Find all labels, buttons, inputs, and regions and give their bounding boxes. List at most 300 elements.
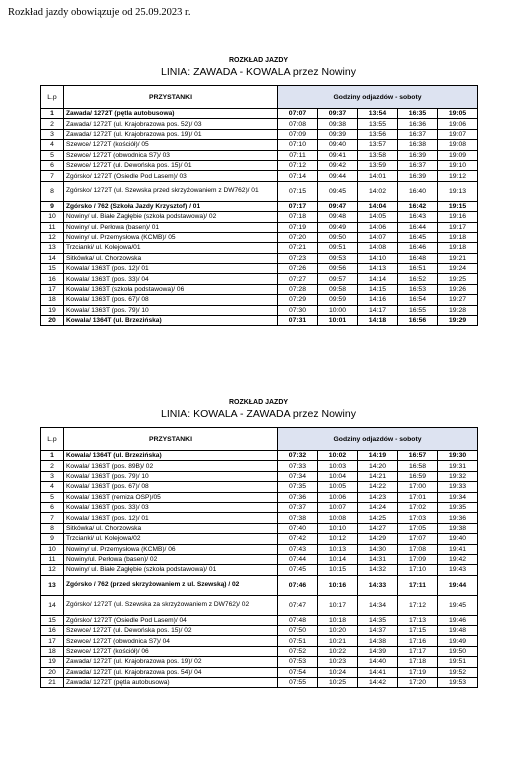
table-row [41, 565, 478, 575]
row-number: 11 [41, 222, 64, 232]
stop-name: Kowala/ 1363T (pos. 67)/ 08 [64, 482, 278, 492]
departure-time: 14:27 [358, 523, 398, 533]
departure-time: 19:12 [438, 171, 478, 181]
row-number: 3 [41, 129, 64, 139]
departure-time: 16:45 [398, 232, 438, 242]
row-number: 6 [41, 160, 64, 170]
departure-time: 17:08 [398, 544, 438, 554]
departure-time: 07:51 [278, 636, 318, 646]
row-number: 14 [41, 253, 64, 263]
departure-time: 19:40 [438, 534, 478, 544]
departure-time: 19:44 [438, 575, 478, 595]
departure-time: 19:51 [438, 657, 478, 667]
departure-time: 09:39 [318, 129, 358, 139]
schedule-table [40, 427, 478, 688]
departure-time: 16:46 [398, 243, 438, 253]
timetable-kowala-zawada [40, 398, 477, 688]
table-row [41, 657, 478, 667]
stop-name: Zawada/ 1272T (pętla autobusowa) [64, 109, 278, 119]
departure-time: 07:08 [278, 119, 318, 129]
table-row [41, 274, 478, 284]
row-number: 17 [41, 636, 64, 646]
departure-time: 16:37 [398, 129, 438, 139]
table-row [41, 678, 478, 688]
departure-time: 17:15 [398, 626, 438, 636]
line-title [40, 65, 477, 79]
departure-time: 14:42 [358, 678, 398, 688]
departure-time: 07:27 [278, 274, 318, 284]
stop-name: Zgórsko / 762 (Szkoła Jazdy Krzysztof) / 01 [64, 201, 278, 211]
departure-time: 19:16 [438, 212, 478, 222]
departure-time: 07:50 [278, 626, 318, 636]
row-number: 19 [41, 657, 64, 667]
departure-time: 09:42 [318, 160, 358, 170]
departure-time: 09:50 [318, 232, 358, 242]
departure-time: 07:33 [278, 461, 318, 471]
departure-time: 16:54 [398, 295, 438, 305]
table-row [41, 305, 478, 315]
stop-name: Zgórsko / 762 (przed skrzyżowaniem z ul. Szewską) / 02 [64, 575, 278, 595]
departure-time: 19:31 [438, 461, 478, 471]
departure-time: 16:36 [398, 119, 438, 129]
stop-name: Zgórsko/ 1272T (ul. Szewska za skrzyżowaniem z DW762)/ 02 [64, 595, 278, 615]
departure-time: 17:12 [398, 595, 438, 615]
stop-name: Nowiny/ ul. Przemysłowa (KCMB)/ 06 [64, 544, 278, 554]
stop-name: Kowala/ 1363T (pos. 12)/ 01 [64, 264, 278, 274]
departure-time: 19:18 [438, 232, 478, 242]
lp-header: L.p [41, 86, 64, 109]
departure-time: 16:58 [398, 461, 438, 471]
departure-time: 14:17 [358, 305, 398, 315]
row-number: 6 [41, 502, 64, 512]
departure-time: 10:21 [318, 636, 358, 646]
departure-time: 19:50 [438, 646, 478, 656]
departure-time: 17:17 [398, 646, 438, 656]
departure-time: 14:05 [358, 212, 398, 222]
stop-name: Trzcianki/ ul. Kolejowa/02 [64, 534, 278, 544]
departure-time: 14:35 [358, 615, 398, 625]
departure-time: 16:56 [398, 316, 438, 326]
departure-time: 10:22 [318, 646, 358, 656]
table-row [41, 264, 478, 274]
departure-time: 17:18 [398, 657, 438, 667]
departure-time: 19:35 [438, 502, 478, 512]
departure-time: 07:12 [278, 160, 318, 170]
stop-name: Zgórsko/ 1272T (Osiedle Pod Lasem)/ 03 [64, 171, 278, 181]
stop-name: Kowala/ 1363T (pos. 33)/ 03 [64, 502, 278, 512]
table-row [41, 253, 478, 263]
table-row [41, 201, 478, 211]
stop-name: Zgórsko/ 1272T (Osiedle Pod Lasem)/ 04 [64, 615, 278, 625]
stop-name: Sitkówka/ ul. Chorzowska [64, 523, 278, 533]
departure-time: 16:42 [398, 201, 438, 211]
table-row [41, 626, 478, 636]
departure-time: 14:33 [358, 575, 398, 595]
row-number: 18 [41, 295, 64, 305]
departure-time: 19:52 [438, 667, 478, 677]
departure-time: 09:59 [318, 295, 358, 305]
departure-time: 07:48 [278, 615, 318, 625]
row-number: 8 [41, 181, 64, 201]
departure-time: 14:30 [358, 544, 398, 554]
departure-time: 10:08 [318, 513, 358, 523]
departure-time: 19:08 [438, 140, 478, 150]
departure-time: 10:07 [318, 502, 358, 512]
departure-time: 14:02 [358, 181, 398, 201]
row-number: 12 [41, 232, 64, 242]
departure-time: 16:52 [398, 274, 438, 284]
departure-time: 17:09 [398, 554, 438, 564]
table-row [41, 492, 478, 502]
departure-time: 19:17 [438, 222, 478, 232]
departure-time: 19:46 [438, 615, 478, 625]
stop-name: Szewce/ 1272T (ul. Dewońska pos. 15)/ 01 [64, 160, 278, 170]
departure-time: 07:55 [278, 678, 318, 688]
departure-time: 10:04 [318, 471, 358, 481]
departure-time: 19:41 [438, 544, 478, 554]
departure-time: 10:18 [318, 615, 358, 625]
stop-name: Zawada/ 1272T (ul. Krajobrazowa pos. 52)/ 03 [64, 119, 278, 129]
row-number: 21 [41, 678, 64, 688]
departure-time: 17:00 [398, 482, 438, 492]
departure-time: 19:48 [438, 626, 478, 636]
departure-time: 09:58 [318, 284, 358, 294]
stop-name: Szewce/ 1272T (kościół)/ 05 [64, 140, 278, 150]
departure-time: 10:12 [318, 534, 358, 544]
stop-name: Nowiny/ ul. Perłowa (basen)/ 01 [64, 222, 278, 232]
departure-time: 10:05 [318, 482, 358, 492]
table-row [41, 181, 478, 201]
departure-time: 14:32 [358, 565, 398, 575]
departure-time: 17:03 [398, 513, 438, 523]
departure-time: 16:48 [398, 253, 438, 263]
departure-time: 14:21 [358, 471, 398, 481]
departure-times-header: Godziny odjazdów - soboty [278, 86, 478, 109]
departure-time: 10:14 [318, 554, 358, 564]
row-number: 14 [41, 595, 64, 615]
stop-name: Kowala/ 1363T (pos. 89B)/ 02 [64, 461, 278, 471]
stop-name: Nowiny/ ul. Białe Zagłębie (szkoła podstawowa)/ 01 [64, 565, 278, 575]
stop-name: Kowala/ 1364T (ul. Brzezińska) [64, 451, 278, 461]
departure-time: 07:53 [278, 657, 318, 667]
line-title-suffix: przez Nowiny [290, 66, 356, 78]
timetable-caption: ROZKŁAD JAZDY [228, 57, 289, 64]
departure-time: 16:44 [398, 222, 438, 232]
departure-time: 10:24 [318, 667, 358, 677]
departure-time: 17:20 [398, 678, 438, 688]
table-row [41, 534, 478, 544]
departure-time: 10:25 [318, 678, 358, 688]
timetable-zawada-kowala [40, 56, 477, 326]
departure-time: 19:05 [438, 109, 478, 119]
stop-name: Zawada/ 1272T (ul. Krajobrazowa pos. 19)/ 02 [64, 657, 278, 667]
departure-time: 14:19 [358, 451, 398, 461]
table-row [41, 636, 478, 646]
departure-time: 10:00 [318, 305, 358, 315]
departure-time: 17:13 [398, 615, 438, 625]
row-number: 17 [41, 284, 64, 294]
table-header [41, 428, 478, 451]
departure-time: 07:44 [278, 554, 318, 564]
row-number: 3 [41, 471, 64, 481]
departure-time: 16:38 [398, 140, 438, 150]
departure-time: 07:26 [278, 264, 318, 274]
row-number: 5 [41, 492, 64, 502]
row-number: 15 [41, 615, 64, 625]
line-title-main: LINIA: ZAWADA - KOWALA [161, 66, 290, 78]
row-number: 5 [41, 150, 64, 160]
departure-time: 19:07 [438, 129, 478, 139]
departure-time: 16:55 [398, 305, 438, 315]
stop-name: Kowala/ 1363T (pos. 79)/ 10 [64, 305, 278, 315]
validity-notice: Rozkład jazdy obowiązuje od 25.09.2023 r. [8, 7, 191, 18]
stop-name: Szewce/ 1272T (kościół)/ 06 [64, 646, 278, 656]
departure-time: 07:45 [278, 565, 318, 575]
table-row [41, 575, 478, 595]
line-title-suffix: przez Nowiny [290, 408, 356, 420]
table-row [41, 232, 478, 242]
departure-time: 19:25 [438, 274, 478, 284]
departure-time: 10:10 [318, 523, 358, 533]
stop-name: Kowala/ 1363T (pos. 79)/ 10 [64, 471, 278, 481]
departure-time: 19:30 [438, 451, 478, 461]
departure-time: 17:11 [398, 575, 438, 595]
row-number: 2 [41, 461, 64, 471]
departure-time: 09:48 [318, 212, 358, 222]
departure-time: 14:25 [358, 513, 398, 523]
row-number: 16 [41, 274, 64, 284]
departure-time: 19:38 [438, 523, 478, 533]
row-number: 16 [41, 626, 64, 636]
departure-time: 19:21 [438, 253, 478, 263]
stop-name: Nowiny/ ul. Przemysłowa (KCMB)/ 05 [64, 232, 278, 242]
departure-time: 07:43 [278, 544, 318, 554]
departure-time: 14:13 [358, 264, 398, 274]
departure-time: 16:39 [398, 171, 438, 181]
stop-name: Zawada/ 1272T (pętla autobusowa) [64, 678, 278, 688]
table-row [41, 119, 478, 129]
departure-time: 09:44 [318, 171, 358, 181]
table-row [41, 646, 478, 656]
departure-time: 13:58 [358, 150, 398, 160]
departure-time: 16:35 [398, 109, 438, 119]
table-row [41, 554, 478, 564]
departure-time: 14:40 [358, 657, 398, 667]
departure-time: 14:38 [358, 636, 398, 646]
departure-time: 10:02 [318, 451, 358, 461]
departure-time: 10:23 [318, 657, 358, 667]
table-row [41, 461, 478, 471]
departure-time: 07:42 [278, 534, 318, 544]
departure-time: 07:54 [278, 667, 318, 677]
row-number: 13 [41, 243, 64, 253]
departure-time: 14:31 [358, 554, 398, 564]
departure-time: 09:47 [318, 201, 358, 211]
departure-time: 07:29 [278, 295, 318, 305]
stop-name: Kowala/ 1363T (pos. 33)/ 04 [64, 274, 278, 284]
table-row [41, 523, 478, 533]
departure-time: 07:23 [278, 253, 318, 263]
departure-time: 14:29 [358, 534, 398, 544]
table-row [41, 222, 478, 232]
row-number: 7 [41, 171, 64, 181]
departure-time: 10:13 [318, 544, 358, 554]
line-title [40, 407, 477, 421]
table-row [41, 471, 478, 481]
departure-time: 13:59 [358, 160, 398, 170]
lp-header: L.p [41, 428, 64, 451]
departure-time: 16:39 [398, 150, 438, 160]
departure-time: 14:34 [358, 595, 398, 615]
departure-time: 14:41 [358, 667, 398, 677]
departure-time: 14:39 [358, 646, 398, 656]
departure-time: 07:37 [278, 502, 318, 512]
departure-time: 07:40 [278, 523, 318, 533]
row-number: 11 [41, 554, 64, 564]
table-row [41, 212, 478, 222]
departure-time: 07:36 [278, 492, 318, 502]
table-row [41, 140, 478, 150]
departure-time: 07:28 [278, 284, 318, 294]
row-number: 13 [41, 575, 64, 595]
departure-time: 16:59 [398, 471, 438, 481]
stop-name: Nowiny/ul. Perłowa (basen)/ 02 [64, 554, 278, 564]
departure-time: 14:22 [358, 482, 398, 492]
table-row [41, 150, 478, 160]
table-row [41, 316, 478, 326]
departure-time: 19:53 [438, 678, 478, 688]
departure-time: 14:18 [358, 316, 398, 326]
departure-time: 19:24 [438, 264, 478, 274]
stop-name: Zawada/ 1272T (ul. Krajobrazowa pos. 54)/ 04 [64, 667, 278, 677]
departure-time: 07:20 [278, 232, 318, 242]
departure-time: 10:17 [318, 595, 358, 615]
departure-time: 19:18 [438, 243, 478, 253]
row-number: 10 [41, 212, 64, 222]
departure-time: 07:47 [278, 595, 318, 615]
departure-time: 19:42 [438, 554, 478, 564]
departure-time: 19:26 [438, 284, 478, 294]
departure-time: 10:01 [318, 316, 358, 326]
table-row [41, 451, 478, 461]
stop-name: Kowala/ 1364T (ul. Brzezińska) [64, 316, 278, 326]
departure-time: 17:05 [398, 523, 438, 533]
departure-time: 10:15 [318, 565, 358, 575]
departure-time: 17:01 [398, 492, 438, 502]
departure-time: 09:53 [318, 253, 358, 263]
stop-name: Zgórsko/ 1272T (ul. Szewska przed skrzyżowaniem z DW762)/ 01 [64, 181, 278, 201]
departure-time: 19:34 [438, 492, 478, 502]
timetable-caption: ROZKŁAD JAZDY [228, 399, 289, 406]
departure-time: 09:51 [318, 243, 358, 253]
table-row [41, 513, 478, 523]
departure-time: 19:43 [438, 565, 478, 575]
departure-time: 19:27 [438, 295, 478, 305]
departure-time: 14:24 [358, 502, 398, 512]
table-body [41, 451, 478, 688]
departure-time: 14:16 [358, 295, 398, 305]
departure-time: 07:14 [278, 171, 318, 181]
departure-time: 09:40 [318, 140, 358, 150]
departure-time: 16:40 [398, 181, 438, 201]
departure-time: 14:07 [358, 232, 398, 242]
table-row [41, 482, 478, 492]
departure-time: 13:55 [358, 119, 398, 129]
departure-time: 10:03 [318, 461, 358, 471]
departure-time: 07:35 [278, 482, 318, 492]
row-number: 20 [41, 667, 64, 677]
departure-time: 07:11 [278, 150, 318, 160]
departure-time: 14:06 [358, 222, 398, 232]
departure-time: 07:10 [278, 140, 318, 150]
row-number: 8 [41, 523, 64, 533]
stop-name: Kowala/ 1363T (remiza OSP)/05 [64, 492, 278, 502]
departure-time: 09:49 [318, 222, 358, 232]
row-number: 18 [41, 646, 64, 656]
table-row [41, 109, 478, 119]
departure-time: 17:07 [398, 534, 438, 544]
departure-times-header: Godziny odjazdów - soboty [278, 428, 478, 451]
schedule-table [40, 85, 478, 326]
departure-time: 14:01 [358, 171, 398, 181]
departure-time: 09:45 [318, 181, 358, 201]
departure-time: 16:57 [398, 451, 438, 461]
departure-time: 16:53 [398, 284, 438, 294]
table-row [41, 284, 478, 294]
departure-time: 17:02 [398, 502, 438, 512]
row-number: 9 [41, 534, 64, 544]
departure-time: 07:30 [278, 305, 318, 315]
table-row [41, 502, 478, 512]
departure-time: 07:31 [278, 316, 318, 326]
table-row [41, 171, 478, 181]
departure-time: 19:32 [438, 471, 478, 481]
departure-time: 07:15 [278, 181, 318, 201]
departure-time: 14:04 [358, 201, 398, 211]
departure-time: 14:15 [358, 284, 398, 294]
departure-time: 07:19 [278, 222, 318, 232]
table-row [41, 295, 478, 305]
table-body [41, 109, 478, 326]
row-number: 20 [41, 316, 64, 326]
departure-time: 07:17 [278, 201, 318, 211]
departure-time: 16:37 [398, 160, 438, 170]
departure-time: 13:54 [358, 109, 398, 119]
row-number: 7 [41, 513, 64, 523]
departure-time: 16:43 [398, 212, 438, 222]
departure-time: 10:20 [318, 626, 358, 636]
row-number: 2 [41, 119, 64, 129]
departure-time: 10:06 [318, 492, 358, 502]
departure-time: 19:10 [438, 160, 478, 170]
table-row [41, 160, 478, 170]
departure-time: 14:37 [358, 626, 398, 636]
table-row [41, 243, 478, 253]
stop-name: Kowala/ 1363T (szkoła podstawowa)/ 06 [64, 284, 278, 294]
departure-time: 10:16 [318, 575, 358, 595]
table-row [41, 544, 478, 554]
stop-name: Sitkówka/ ul. Chorzowska [64, 253, 278, 263]
departure-time: 14:08 [358, 243, 398, 253]
departure-time: 19:29 [438, 316, 478, 326]
table-row [41, 667, 478, 677]
departure-time: 07:09 [278, 129, 318, 139]
departure-time: 19:33 [438, 482, 478, 492]
departure-time: 07:52 [278, 646, 318, 656]
departure-time: 07:21 [278, 243, 318, 253]
stop-name: Szewce/ 1272T (ul. Dewońska pos. 15)/ 02 [64, 626, 278, 636]
row-number: 4 [41, 482, 64, 492]
